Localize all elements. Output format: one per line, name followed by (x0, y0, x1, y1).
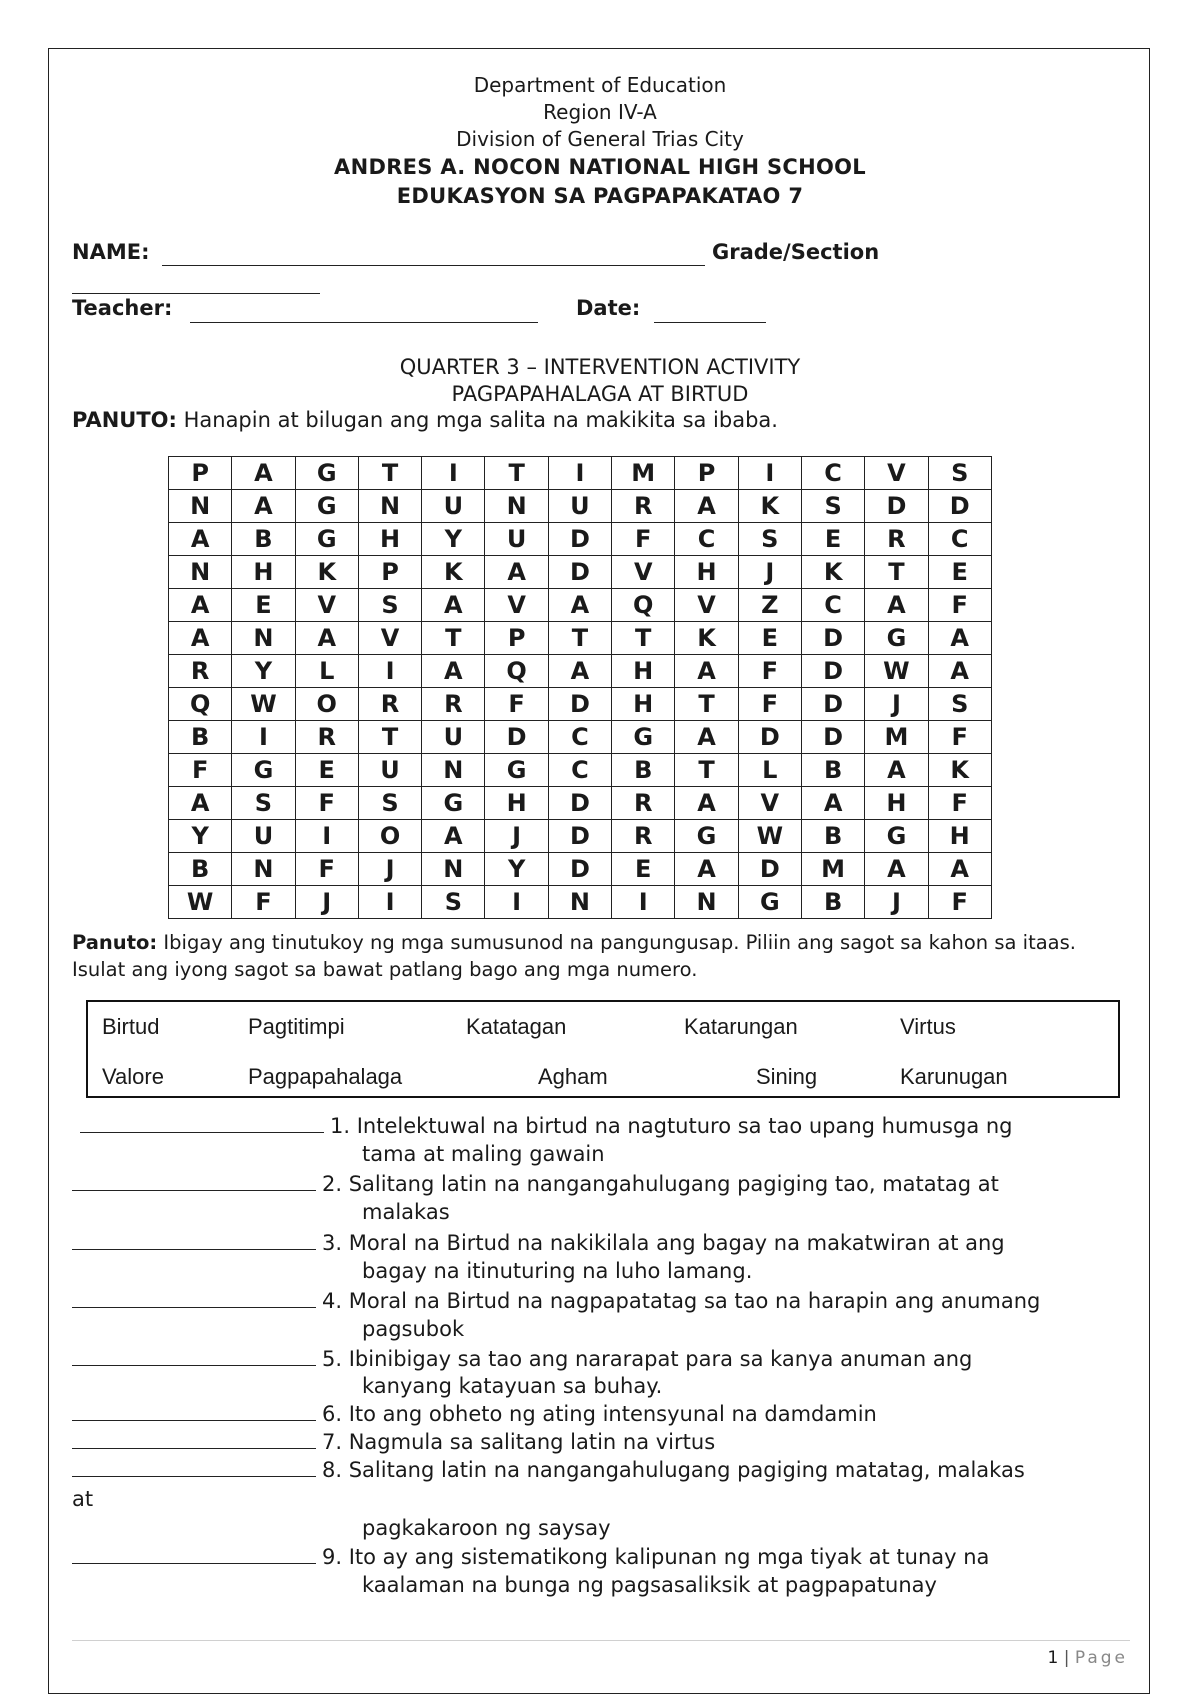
grid-cell[interactable]: R (612, 787, 675, 820)
question-1 (72, 1112, 1132, 1140)
grid-cell[interactable]: W (865, 655, 928, 688)
grid-cell[interactable]: N (232, 622, 295, 655)
grid-cell[interactable]: D (548, 556, 611, 589)
grid-cell[interactable]: N (422, 754, 485, 787)
answer-blank-3[interactable] (72, 1233, 316, 1250)
grid-cell[interactable]: R (169, 655, 232, 688)
grid-cell[interactable]: A (675, 490, 738, 523)
grid-cell[interactable]: E (295, 754, 358, 787)
grid-cell[interactable]: F (612, 523, 675, 556)
grid-cell[interactable]: D (865, 490, 928, 523)
grid-cell[interactable]: U (485, 523, 548, 556)
grid-row (169, 622, 992, 655)
grid-cell[interactable]: I (612, 886, 675, 919)
grid-cell[interactable]: G (485, 754, 548, 787)
instruction-2-label: Panuto: (72, 931, 158, 954)
grid-cell[interactable]: Y (485, 853, 548, 886)
grid-cell[interactable]: J (485, 820, 548, 853)
grid-cell[interactable]: G (612, 721, 675, 754)
grid-row (169, 886, 992, 919)
choice-item: Katatagan (466, 1014, 567, 1039)
grid-cell[interactable]: N (232, 853, 295, 886)
question-4-continuation: pagsubok (362, 1317, 465, 1341)
grid-row (169, 787, 992, 820)
answer-blank-8[interactable] (72, 1460, 316, 1477)
choice-item: Birtud (102, 1014, 160, 1039)
grid-cell[interactable]: W (169, 886, 232, 919)
grid-cell[interactable]: D (548, 820, 611, 853)
grid-cell[interactable]: S (422, 886, 485, 919)
instruction-2-text: Ibigay ang tinutukoy ng mga sumusunod na pangungusap. Piliin ang sagot sa kahon sa itaas. Isulat ang iyong sagot sa bawat patlang bago ang mga numero. (72, 931, 1076, 981)
grid-cell[interactable]: C (548, 754, 611, 787)
grid-cell[interactable]: A (865, 589, 928, 622)
answer-blank-2[interactable] (72, 1174, 316, 1191)
grid-cell[interactable]: J (865, 886, 928, 919)
grid-cell[interactable]: D (801, 688, 864, 721)
question-6 (72, 1400, 1132, 1428)
grid-cell[interactable]: M (612, 457, 675, 490)
question-4 (72, 1287, 1132, 1315)
grid-cell[interactable]: A (422, 589, 485, 622)
question-5-continuation: kanyang katayuan sa buhay. (362, 1374, 663, 1398)
grid-cell[interactable]: E (801, 523, 864, 556)
grid-cell[interactable]: N (169, 556, 232, 589)
grid-cell[interactable]: D (738, 721, 801, 754)
grid-cell[interactable]: E (612, 853, 675, 886)
grid-cell[interactable]: L (738, 754, 801, 787)
grid-cell[interactable]: T (485, 457, 548, 490)
grid-cell[interactable]: E (928, 556, 991, 589)
grid-cell[interactable]: M (801, 853, 864, 886)
grid-cell[interactable]: Q (169, 688, 232, 721)
grid-cell[interactable]: H (232, 556, 295, 589)
grid-cell[interactable]: D (548, 853, 611, 886)
grid-cell[interactable]: A (928, 622, 991, 655)
question-5 (72, 1345, 1132, 1373)
grid-row (169, 556, 992, 589)
grid-cell[interactable]: K (738, 490, 801, 523)
grid-cell[interactable]: T (358, 721, 421, 754)
grid-cell[interactable]: U (422, 721, 485, 754)
grid-row (169, 688, 992, 721)
grid-cell[interactable]: I (485, 886, 548, 919)
grid-cell[interactable]: D (738, 853, 801, 886)
grid-cell[interactable]: W (738, 820, 801, 853)
grid-cell[interactable]: A (675, 787, 738, 820)
grid-cell[interactable]: R (422, 688, 485, 721)
instruction-1 (72, 408, 778, 432)
grid-cell[interactable]: G (422, 787, 485, 820)
grid-cell[interactable]: B (232, 523, 295, 556)
region-name: Region IV-A (543, 100, 657, 124)
answer-blank-5[interactable] (72, 1349, 316, 1366)
question-3-text: 3. Moral na Birtud na nakikilala ang bagay na makatwiran at ang (322, 1231, 1005, 1255)
school-name: ANDRES A. NOCON NATIONAL HIGH SCHOOL (334, 155, 866, 179)
grid-cell[interactable]: F (169, 754, 232, 787)
grid-cell[interactable]: A (169, 622, 232, 655)
grid-cell[interactable]: F (232, 886, 295, 919)
grid-row (169, 589, 992, 622)
grid-cell[interactable]: N (548, 886, 611, 919)
question-9-text: 9. Ito ay ang sistematikong kalipunan ng mga tiyak at tunay na (322, 1545, 990, 1569)
grid-cell[interactable]: G (738, 886, 801, 919)
grid-cell[interactable]: D (548, 523, 611, 556)
grid-cell[interactable]: A (169, 589, 232, 622)
grid-row (169, 457, 992, 490)
grid-cell[interactable]: A (675, 655, 738, 688)
grid-cell[interactable]: U (358, 754, 421, 787)
grid-cell[interactable]: J (358, 853, 421, 886)
grid-cell[interactable]: A (169, 523, 232, 556)
grid-cell[interactable]: C (801, 457, 864, 490)
choice-item: Virtus (900, 1014, 956, 1039)
grid-cell[interactable]: B (801, 886, 864, 919)
choice-item: Pagtitimpi (248, 1014, 345, 1039)
grid-cell[interactable]: F (738, 655, 801, 688)
question-2-continuation: malakas (362, 1200, 450, 1224)
choices-box (86, 1000, 1120, 1098)
grid-cell[interactable]: Q (485, 655, 548, 688)
answer-blank-7[interactable] (72, 1432, 316, 1449)
grid-cell[interactable]: A (801, 787, 864, 820)
grid-cell[interactable]: B (801, 754, 864, 787)
grid-cell[interactable]: A (865, 853, 928, 886)
grid-cell[interactable]: N (485, 490, 548, 523)
answer-blank-6[interactable] (72, 1404, 316, 1421)
grid-cell[interactable]: T (358, 457, 421, 490)
question-8-wrap: at (72, 1487, 94, 1511)
question-9 (72, 1543, 1132, 1571)
grid-cell[interactable]: C (801, 589, 864, 622)
grid-cell[interactable]: A (232, 457, 295, 490)
grid-cell[interactable]: G (865, 820, 928, 853)
subject-name: EDUKASYON SA PAGPAPAKATAO 7 (396, 184, 804, 208)
grid-cell[interactable]: F (295, 787, 358, 820)
grid-cell[interactable]: R (865, 523, 928, 556)
grid-cell[interactable]: U (232, 820, 295, 853)
grid-cell[interactable]: K (422, 556, 485, 589)
grid-cell[interactable]: I (358, 886, 421, 919)
grid-cell[interactable]: I (358, 655, 421, 688)
grid-cell[interactable]: Y (169, 820, 232, 853)
question-1-continuation: tama at maling gawain (362, 1142, 605, 1166)
date-field[interactable] (654, 322, 766, 323)
grid-cell[interactable]: I (232, 721, 295, 754)
grid-cell[interactable]: B (801, 820, 864, 853)
grid-row (169, 754, 992, 787)
grid-cell[interactable]: U (548, 490, 611, 523)
grid-cell[interactable]: D (548, 688, 611, 721)
choice-item: Pagpapahalaga (248, 1064, 403, 1089)
grid-cell[interactable]: F (928, 886, 991, 919)
choice-item: Karunugan (900, 1064, 1008, 1089)
grid-cell[interactable]: C (548, 721, 611, 754)
grid-cell[interactable]: J (295, 886, 358, 919)
grid-cell[interactable]: K (295, 556, 358, 589)
grid-cell[interactable]: F (485, 688, 548, 721)
grid-cell[interactable]: A (422, 820, 485, 853)
grid-cell[interactable]: A (675, 721, 738, 754)
grid-cell[interactable]: U (422, 490, 485, 523)
grid-cell[interactable]: T (612, 622, 675, 655)
grid-cell[interactable]: H (612, 688, 675, 721)
department-name: Department of Education (473, 73, 727, 97)
grid-cell[interactable]: V (612, 556, 675, 589)
page-separator: | (1063, 1648, 1070, 1668)
grid-row (169, 523, 992, 556)
grid-cell[interactable]: V (485, 589, 548, 622)
page-footer (1047, 1648, 1128, 1668)
grid-cell[interactable]: W (232, 688, 295, 721)
grid-cell[interactable]: D (548, 787, 611, 820)
grid-cell[interactable]: H (485, 787, 548, 820)
grid-cell[interactable]: S (358, 589, 421, 622)
grid-cell[interactable]: A (928, 853, 991, 886)
grid-cell[interactable]: K (675, 622, 738, 655)
grid-cell[interactable]: S (358, 787, 421, 820)
grid-cell[interactable]: G (295, 490, 358, 523)
grid-cell[interactable]: M (865, 721, 928, 754)
grid-cell[interactable]: B (169, 853, 232, 886)
grade-section-label: Grade/Section (712, 240, 880, 264)
grid-cell[interactable]: T (422, 622, 485, 655)
choice-item: Agham (538, 1064, 608, 1089)
choice-item: Valore (102, 1064, 164, 1089)
grid-cell[interactable]: I (548, 457, 611, 490)
grid-cell[interactable]: V (865, 457, 928, 490)
grid-cell[interactable]: A (232, 490, 295, 523)
grid-cell[interactable]: T (548, 622, 611, 655)
grid-cell[interactable]: G (232, 754, 295, 787)
grid-cell[interactable]: Y (422, 523, 485, 556)
grid-cell[interactable]: R (358, 688, 421, 721)
grid-cell[interactable]: S (928, 457, 991, 490)
grid-cell[interactable]: F (738, 688, 801, 721)
question-7 (72, 1428, 1132, 1456)
grid-cell[interactable]: A (422, 655, 485, 688)
grid-row (169, 820, 992, 853)
grid-cell[interactable]: V (675, 589, 738, 622)
grid-cell[interactable]: A (675, 853, 738, 886)
grid-cell[interactable]: P (169, 457, 232, 490)
grid-cell[interactable]: N (675, 886, 738, 919)
question-4-text: 4. Moral na Birtud na nagpapatatag sa tao na harapin ang anumang (322, 1289, 1041, 1313)
teacher-field[interactable] (190, 322, 538, 323)
date-label: Date: (576, 296, 641, 320)
grid-cell[interactable]: F (928, 589, 991, 622)
grid-cell[interactable]: H (865, 787, 928, 820)
activity-title: QUARTER 3 – INTERVENTION ACTIVITY (399, 355, 801, 379)
grid-row (169, 853, 992, 886)
grid-cell[interactable]: S (928, 688, 991, 721)
grid-cell[interactable]: G (295, 523, 358, 556)
grid-cell[interactable]: J (738, 556, 801, 589)
grid-cell[interactable]: I (738, 457, 801, 490)
instruction-1-text: Hanapin at bilugan ang mga salita na makikita sa ibaba. (176, 408, 778, 432)
grid-cell[interactable]: O (295, 688, 358, 721)
question-9-continuation: kaalaman na bunga ng pagsasaliksik at pagpapatunay (362, 1573, 937, 1597)
grid-cell[interactable]: A (548, 589, 611, 622)
grid-cell[interactable]: P (485, 622, 548, 655)
grid-cell[interactable]: V (738, 787, 801, 820)
grid-cell[interactable]: D (801, 721, 864, 754)
instruction-1-label: PANUTO: (72, 408, 177, 432)
grid-cell[interactable]: T (675, 754, 738, 787)
question-8 (72, 1456, 1132, 1484)
question-6-text: 6. Ito ang obheto ng ating intensyunal na damdamin (322, 1402, 877, 1426)
name-label: NAME: (72, 240, 150, 264)
footer-rule (72, 1640, 1130, 1641)
grid-cell[interactable]: D (801, 622, 864, 655)
grid-cell[interactable]: I (295, 820, 358, 853)
division-name: Division of General Trias City (456, 127, 744, 151)
question-3-continuation: bagay na itinuturing na luho lamang. (362, 1259, 753, 1283)
grid-row (169, 490, 992, 523)
grid-cell[interactable]: H (358, 523, 421, 556)
grid-cell[interactable]: N (358, 490, 421, 523)
grid-cell[interactable]: R (612, 820, 675, 853)
grid-cell[interactable]: D (801, 655, 864, 688)
question-7-text: 7. Nagmula sa salitang latin na virtus (322, 1430, 716, 1454)
question-3 (72, 1229, 1132, 1257)
grid-cell[interactable]: N (422, 853, 485, 886)
answer-blank-1[interactable] (80, 1116, 324, 1133)
grid-cell[interactable]: C (675, 523, 738, 556)
grid-cell[interactable]: V (295, 589, 358, 622)
grid-cell[interactable]: A (928, 655, 991, 688)
grid-cell[interactable]: B (169, 721, 232, 754)
choice-item: Sining (756, 1064, 818, 1089)
grid-cell[interactable]: A (169, 787, 232, 820)
grid-cell[interactable]: G (865, 622, 928, 655)
grid-cell[interactable]: H (612, 655, 675, 688)
choice-item: Katarungan (684, 1014, 798, 1039)
grid-cell[interactable]: S (232, 787, 295, 820)
grid-cell[interactable]: E (738, 622, 801, 655)
question-1-text: 1. Intelektuwal na birtud na nagtuturo sa tao upang humusga ng (330, 1114, 1013, 1138)
grid-cell[interactable]: H (675, 556, 738, 589)
question-2 (72, 1170, 1132, 1198)
question-8-continuation: pagkakaroon ng saysay (362, 1516, 611, 1540)
grid-cell[interactable]: A (548, 655, 611, 688)
grid-cell[interactable]: D (485, 721, 548, 754)
grid-cell[interactable]: F (928, 721, 991, 754)
grid-cell[interactable]: T (865, 556, 928, 589)
grid-cell[interactable]: T (675, 688, 738, 721)
answer-blank-4[interactable] (72, 1291, 316, 1308)
grid-cell[interactable]: J (865, 688, 928, 721)
answer-blank-9[interactable] (72, 1547, 316, 1564)
grid-cell[interactable]: P (358, 556, 421, 589)
grid-cell[interactable]: R (612, 490, 675, 523)
grid-cell[interactable]: F (295, 853, 358, 886)
grid-cell[interactable]: A (865, 754, 928, 787)
grid-cell[interactable]: K (928, 754, 991, 787)
grid-cell[interactable]: V (358, 622, 421, 655)
grid-cell[interactable]: A (295, 622, 358, 655)
name-field[interactable] (162, 265, 705, 266)
grid-cell[interactable]: F (928, 787, 991, 820)
grid-cell[interactable]: I (422, 457, 485, 490)
grid-cell[interactable]: B (612, 754, 675, 787)
grid-cell[interactable]: A (485, 556, 548, 589)
grid-cell[interactable]: H (928, 820, 991, 853)
grid-row (169, 655, 992, 688)
grid-cell[interactable]: G (295, 457, 358, 490)
grid-cell[interactable]: N (169, 490, 232, 523)
grid-cell[interactable]: Y (232, 655, 295, 688)
grid-cell[interactable]: O (358, 820, 421, 853)
page-label: Page (1074, 1648, 1128, 1668)
grid-cell[interactable]: K (801, 556, 864, 589)
activity-subtitle: PAGPAPAHALAGA AT BIRTUD (451, 382, 749, 406)
teacher-label: Teacher: (72, 296, 173, 320)
page-number: 1 (1047, 1648, 1059, 1668)
grid-cell[interactable]: Q (612, 589, 675, 622)
grid-row (169, 721, 992, 754)
grid-cell[interactable]: L (295, 655, 358, 688)
grid-cell[interactable]: P (675, 457, 738, 490)
grid-cell[interactable]: G (675, 820, 738, 853)
question-5-text: 5. Ibinibigay sa tao ang nararapat para sa kanya anuman ang (322, 1347, 973, 1371)
grid-cell[interactable]: R (295, 721, 358, 754)
grid-cell[interactable]: E (232, 589, 295, 622)
word-search-grid (168, 456, 992, 919)
grid-cell[interactable]: S (801, 490, 864, 523)
instruction-2 (72, 929, 1132, 983)
grid-cell[interactable]: S (738, 523, 801, 556)
question-2-text: 2. Salitang latin na nangangahulugang pagiging tao, matatag at (322, 1172, 999, 1196)
grade-section-field[interactable] (72, 293, 320, 294)
grid-cell[interactable]: D (928, 490, 991, 523)
grid-cell[interactable]: Z (738, 589, 801, 622)
question-8-text: 8. Salitang latin na nangangahulugang pagiging matatag, malakas (322, 1458, 1025, 1482)
grid-cell[interactable]: C (928, 523, 991, 556)
